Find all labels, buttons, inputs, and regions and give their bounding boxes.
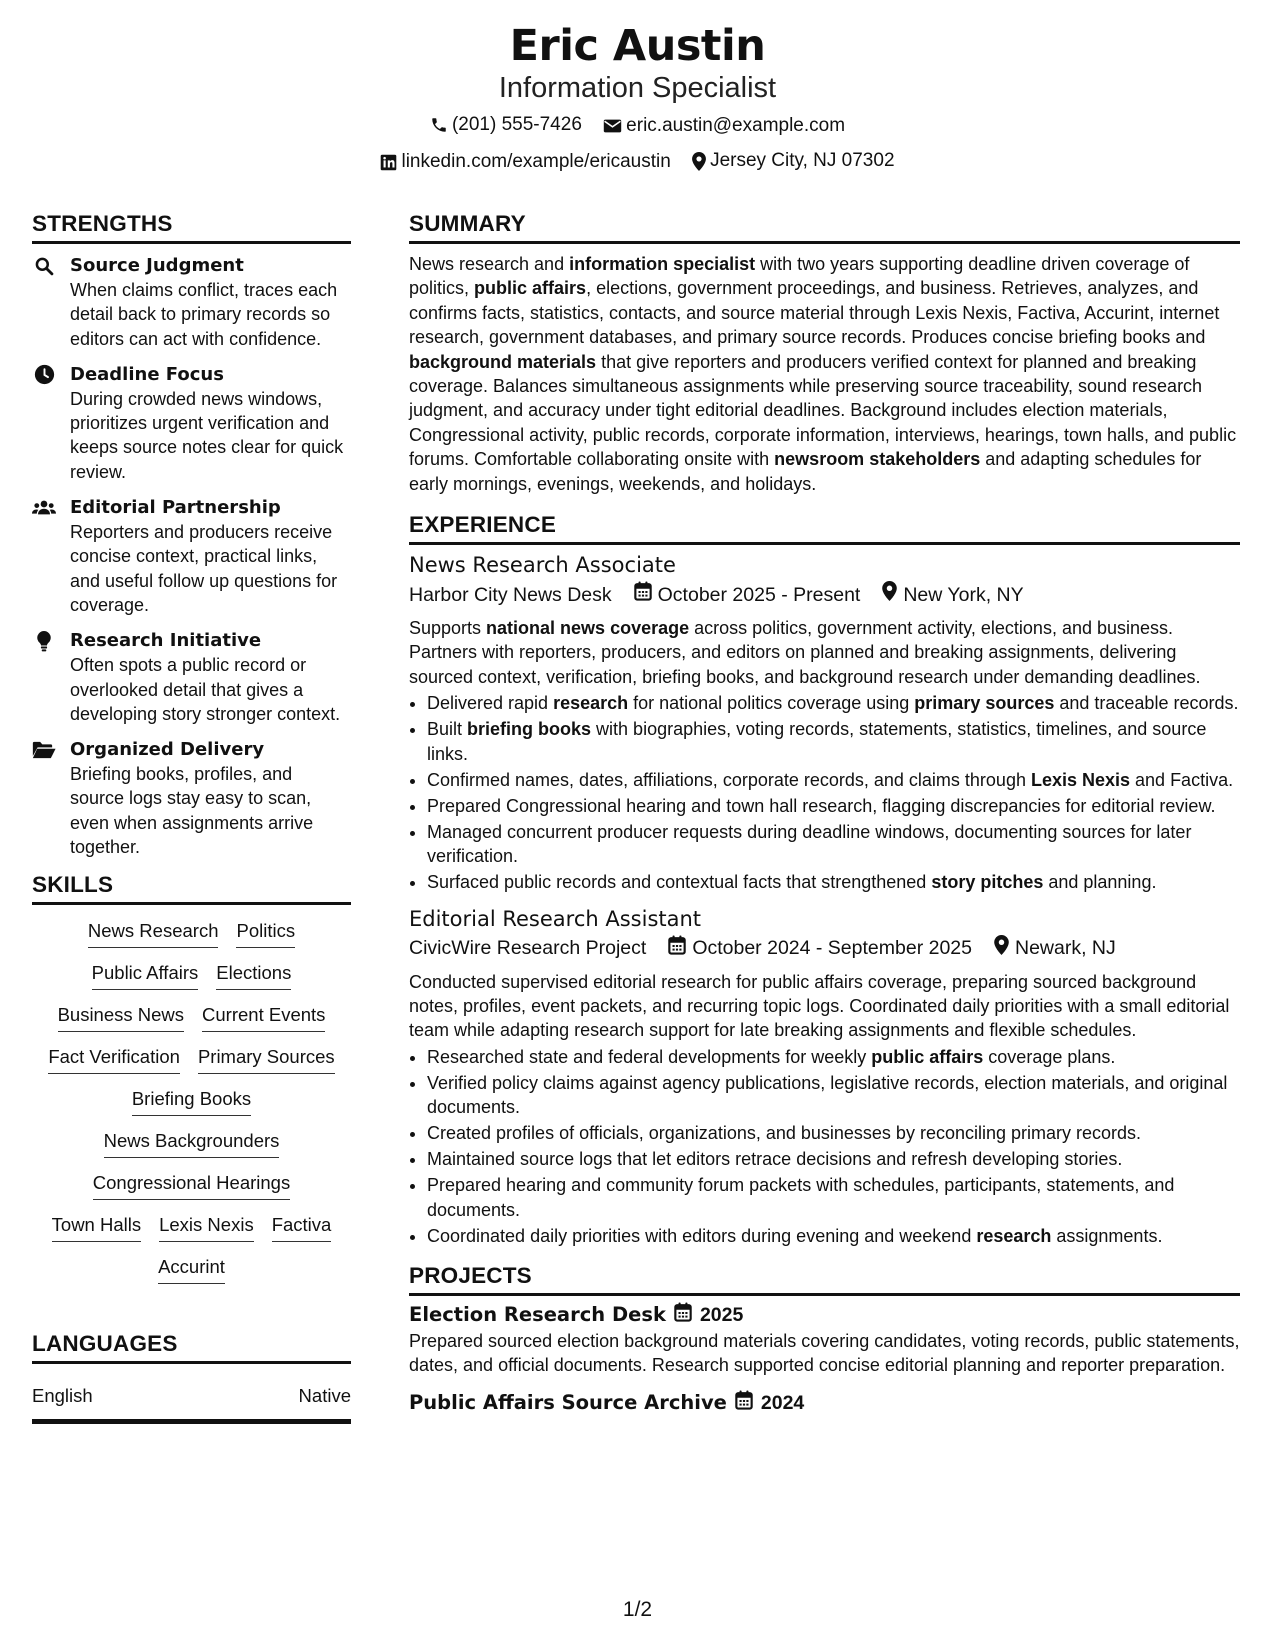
candidate-title: Information Specialist xyxy=(498,72,777,104)
text-run: and planning. xyxy=(1043,872,1157,893)
phone-item xyxy=(430,113,582,137)
skills-list xyxy=(32,919,351,1284)
bold-phrase: Lexis Nexis xyxy=(1030,769,1131,790)
text-run: , elections, government proceedings, and business. Retrieves, analyzes, and confirms facts, statistics, contacts, and source material through Lexis Nexis, Factiva, Accurint, internet research, government databases, and primary source records. Produces concise briefing books and xyxy=(409,278,1220,348)
strength-desc: During crowded news windows, prioritizes urgent verification and keeps source notes clear for quick review. xyxy=(70,388,344,482)
calendar-icon xyxy=(668,935,686,962)
bullet-item xyxy=(427,768,1240,792)
calendar-icon xyxy=(634,581,652,608)
skill-tag: Business News xyxy=(58,1003,184,1032)
calendar-icon xyxy=(674,1302,692,1329)
text-run: and Factiva. xyxy=(1130,769,1234,790)
text-run: Delivered rapid xyxy=(427,693,554,714)
summary-text xyxy=(409,252,1240,496)
skill-row xyxy=(32,1045,351,1074)
text-run: Prepared Congressional hearing and town hall research, flagging discrepancies for editorial review. xyxy=(427,795,1216,816)
skill-row xyxy=(32,961,351,990)
map-pin-icon xyxy=(994,935,1009,962)
skill-row xyxy=(32,1087,351,1116)
project-title: Public Affairs Source Archive xyxy=(409,1391,727,1415)
project-entry xyxy=(409,1302,1240,1378)
job-description xyxy=(409,616,1240,689)
job-bullets xyxy=(409,1045,1240,1248)
lightbulb-icon xyxy=(32,631,56,651)
skill-row xyxy=(32,1129,351,1158)
job-company: Harbor City News Desk xyxy=(409,583,612,606)
language-level: Native xyxy=(298,1385,351,1407)
skill-row xyxy=(32,919,351,948)
clock-icon xyxy=(32,365,56,385)
job-title: News Research Associate xyxy=(409,553,676,578)
bold-phrase: public affairs xyxy=(474,278,587,299)
job-entry xyxy=(409,905,1240,1248)
text-run: coverage plans. xyxy=(983,1046,1116,1067)
job-bullets xyxy=(409,691,1240,894)
skill-tag: Congressional Hearings xyxy=(93,1171,290,1200)
linkedin-icon xyxy=(380,154,397,171)
skill-tag: Politics xyxy=(236,919,295,948)
strength-desc: Often spots a public record or overlooked detail that gives a developing story stronger context. xyxy=(70,655,341,724)
skills-heading: SKILLS xyxy=(32,871,351,905)
strength-item xyxy=(32,363,351,484)
bullet-item xyxy=(427,1224,1240,1248)
contact-line-2 xyxy=(0,149,1275,178)
project-title-row xyxy=(409,1390,1240,1417)
candidate-name: Eric Austin xyxy=(509,21,766,71)
skill-tag: Briefing Books xyxy=(132,1087,251,1116)
text-run: Confirmed names, dates, affiliations, corporate records, and claims through xyxy=(427,769,1031,790)
strength-title: Editorial Partnership xyxy=(70,497,281,519)
bullet-item xyxy=(427,1147,1240,1171)
bullet-item xyxy=(427,794,1240,818)
language-name: English xyxy=(32,1385,93,1407)
location-item xyxy=(692,149,894,173)
text-run: across politics, government activity, elections, and business. Partners with reporters, producers, and editors on planned and breaking assignments, delivering sourced context, verification, briefing books, and background research under demanding deadlines. xyxy=(409,618,1201,687)
text-run: and traceable records. xyxy=(1054,693,1239,714)
text-run: and adapting schedules for early mornings, evenings, weekends, and holidays. xyxy=(409,449,1202,494)
skill-row xyxy=(32,1003,351,1032)
page-number: 1/2 xyxy=(622,1598,653,1621)
bold-phrase: information specialist xyxy=(569,254,756,274)
bullet-item xyxy=(427,1045,1240,1069)
users-icon xyxy=(32,498,56,518)
linkedin-text[interactable]: linkedin.com/example/ericaustin xyxy=(401,151,671,172)
bold-phrase: story pitches xyxy=(931,872,1044,893)
bullet-item xyxy=(427,1071,1240,1120)
text-run: Coordinated daily priorities with editors during evening and weekend xyxy=(427,1225,977,1246)
job-dates: October 2025 - Present xyxy=(657,583,861,606)
bold-phrase: research xyxy=(976,1225,1052,1246)
strengths-heading: STRENGTHS xyxy=(32,210,351,244)
strength-title: Source Judgment xyxy=(70,255,244,276)
job-location: Newark, NJ xyxy=(1015,937,1116,959)
text-run: Supports xyxy=(409,618,487,639)
project-year: 2025 xyxy=(699,1304,744,1327)
job-entry xyxy=(409,551,1240,894)
text-run: Created profiles of officials, organizations, and businesses by reconciling primary records. xyxy=(427,1123,1142,1144)
project-year: 2024 xyxy=(760,1392,805,1415)
skill-tag: Fact Verification xyxy=(48,1045,180,1074)
envelope-icon xyxy=(603,118,622,134)
email-text[interactable]: eric.austin@example.com xyxy=(626,115,846,136)
skill-tag: Elections xyxy=(216,961,291,990)
bullet-item xyxy=(427,820,1240,869)
bold-phrase: briefing books xyxy=(467,719,592,740)
text-run: Maintained source logs that let editors retrace decisions and refresh developing stories. xyxy=(427,1149,1123,1170)
linkedin-item xyxy=(380,150,670,174)
languages-heading: LANGUAGES xyxy=(32,1330,351,1364)
bold-phrase: primary sources xyxy=(914,693,1055,714)
skill-tag: Factiva xyxy=(272,1213,332,1242)
strength-title: Research Initiative xyxy=(70,630,262,652)
strength-item xyxy=(32,629,351,726)
skill-tag: Lexis Nexis xyxy=(159,1213,254,1242)
skill-tag: Public Affairs xyxy=(92,961,199,990)
bold-phrase: background materials xyxy=(409,351,597,372)
skill-tag: News Research xyxy=(88,919,219,948)
job-meta xyxy=(409,935,1240,962)
map-pin-icon xyxy=(882,581,897,608)
search-icon xyxy=(32,256,56,276)
text-run: Prepared hearing and community forum packets with schedules, participants, statements, and documents. xyxy=(427,1175,1175,1220)
job-location: New York, NY xyxy=(903,583,1024,606)
bullet-item xyxy=(427,870,1240,894)
bold-phrase: research xyxy=(553,693,629,714)
text-run: with two years supporting deadline driven coverage of politics, xyxy=(409,254,1190,299)
strength-item xyxy=(32,496,351,617)
bullet-item xyxy=(427,691,1240,715)
calendar-icon xyxy=(735,1390,753,1417)
skill-tag: News Backgrounders xyxy=(104,1129,280,1158)
experience-list xyxy=(409,551,1240,1248)
left-column xyxy=(32,210,351,1424)
text-run: that give reporters and producers verified context for planned and breaking coverage. Balances simultaneous assignments while preserving source traceability, sound research judgment, and accuracy under tight editorial deadlines. Background includes election materials, Congressional activity, public records, corporate information, interviews, hearings, town halls, and public forums. Comfortable collaborating onsite with xyxy=(409,351,1237,470)
text-run: Managed concurrent producer requests during deadline windows, documenting sources for later verification. xyxy=(427,821,1192,867)
text-run: Surfaced public records and contextual facts that strengthened xyxy=(427,872,932,893)
text-run: assignments. xyxy=(1051,1225,1163,1246)
phone-text[interactable]: (201) 555-7426 xyxy=(451,114,582,135)
phone-icon xyxy=(430,116,448,134)
skill-tag: Accurint xyxy=(158,1255,225,1284)
languages-list xyxy=(32,1385,351,1424)
bold-phrase: national news coverage xyxy=(486,618,690,639)
language-row xyxy=(32,1385,351,1424)
resume-header xyxy=(0,20,1275,178)
right-column xyxy=(409,210,1240,1417)
skill-tag: Current Events xyxy=(202,1003,325,1032)
project-title: Election Research Desk xyxy=(409,1303,666,1327)
map-pin-icon xyxy=(692,152,706,171)
folder-icon xyxy=(32,740,56,760)
strength-desc: Reporters and producers receive concise context, practical links, and useful follow up questions for coverage. xyxy=(70,522,338,615)
strength-desc: When claims conflict, traces each detail back to primary records so editors can act with confidence. xyxy=(70,280,338,349)
skill-tag: Primary Sources xyxy=(198,1045,335,1074)
strength-title: Deadline Focus xyxy=(70,363,224,385)
job-company: CivicWire Research Project xyxy=(409,937,647,959)
skill-row xyxy=(32,1255,351,1284)
job-description xyxy=(409,970,1240,1043)
strengths-list xyxy=(32,254,351,859)
project-description: Prepared sourced election background materials covering candidates, voting records, public statements, dates, and official documents. Research supported concise editorial planning and reporter preparation. xyxy=(409,1330,1240,1376)
strength-desc: Briefing books, profiles, and source logs stay easy to scan, even when assignments arrive together. xyxy=(70,764,314,858)
bullet-item xyxy=(427,1121,1240,1145)
skill-tag: Town Halls xyxy=(52,1213,141,1242)
text-run: Built xyxy=(427,719,468,740)
location-text: Jersey City, NJ 07302 xyxy=(710,150,895,171)
skill-row xyxy=(32,1171,351,1200)
text-run: Researched state and federal developments for weekly xyxy=(427,1046,872,1067)
job-meta xyxy=(409,581,1240,608)
bullet-item xyxy=(427,1173,1240,1222)
projects-list xyxy=(409,1302,1240,1417)
bold-phrase: newsroom stakeholders xyxy=(774,449,981,470)
text-run: Conducted supervised editorial research for public affairs coverage, preparing sourced background notes, profiles, event packets, and recurring topic logs. Coordinated daily priorities with a small editorial team while adapting research support for late breaking assignments and flexible schedules. xyxy=(409,971,1230,1041)
project-entry xyxy=(409,1390,1240,1417)
experience-heading: EXPERIENCE xyxy=(409,511,1240,545)
email-item xyxy=(603,114,845,138)
text-run: for national politics coverage using xyxy=(628,693,915,714)
bullet-item xyxy=(427,717,1240,766)
project-title-row xyxy=(409,1302,1240,1329)
text-run: News research and xyxy=(409,254,570,274)
bold-phrase: public affairs xyxy=(871,1046,984,1067)
text-run: with biographies, voting records, statements, statistics, timelines, and source links. xyxy=(427,719,1207,764)
skill-row xyxy=(32,1213,351,1242)
contact-line-1 xyxy=(0,113,1275,141)
strength-item xyxy=(32,254,351,351)
summary-heading: SUMMARY xyxy=(409,210,1240,244)
projects-heading: PROJECTS xyxy=(409,1262,1240,1296)
strength-title: Organized Delivery xyxy=(70,739,265,761)
strength-item xyxy=(32,738,351,859)
job-title: Editorial Research Assistant xyxy=(409,906,702,931)
job-dates: October 2024 - September 2025 xyxy=(692,937,972,959)
text-run: Verified policy claims against agency publications, legislative records, election materials, and original documents. xyxy=(427,1072,1228,1118)
